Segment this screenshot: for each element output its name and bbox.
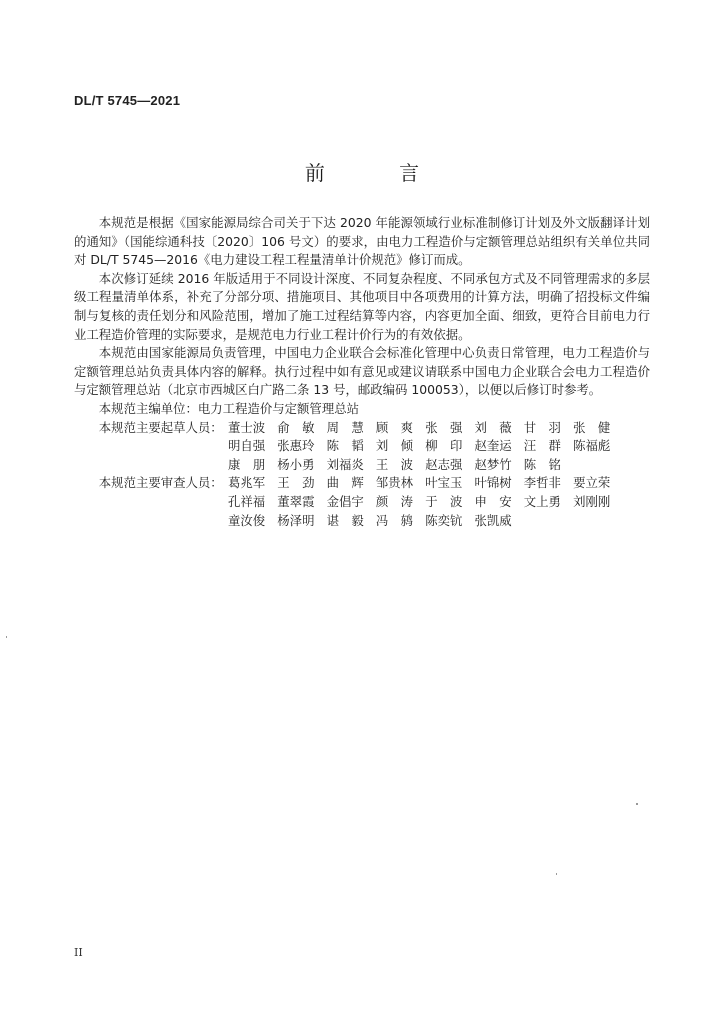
person-name: 冯 鸫: [375, 512, 414, 528]
person-name: 周 慧: [326, 419, 364, 435]
page-title: 前 言: [304, 161, 454, 185]
reviewers-block: [74, 474, 650, 530]
person-name: 张惠玲: [277, 438, 315, 454]
drafters-label: 本规范主要起草人员：: [98, 419, 223, 435]
person-name: 陈福彪: [573, 438, 611, 454]
person-name: 赵梦竹: [474, 456, 512, 472]
person-name: 刘刚刚: [573, 493, 611, 509]
page-number: II: [74, 946, 83, 959]
person-name: 杨小勇: [277, 456, 315, 472]
person-name: 金倡宇: [326, 493, 364, 509]
person-name: 顾 爽: [375, 419, 414, 435]
person-name: 李哲非: [523, 475, 561, 491]
person-name: 俞 敏: [277, 419, 315, 435]
scan-speck: [6, 636, 7, 638]
person-name: 陈 韬: [326, 438, 364, 454]
person-name: 王 波: [375, 456, 414, 472]
chief-editor-unit: 本规范主编单位：电力工程造价与定额管理总站: [98, 400, 359, 416]
person-name: 叶宝玉: [425, 475, 463, 491]
person-name: 王 劲: [277, 475, 315, 491]
person-name: 邹贵林: [375, 475, 414, 491]
person-name: 康 朋: [228, 456, 266, 472]
person-name: 甘 羽: [523, 419, 561, 435]
person-name: 汪 群: [523, 438, 561, 454]
person-name: 柳 印: [425, 438, 463, 454]
person-name: 赵奎运: [474, 438, 512, 454]
person-name: 谌 毅: [326, 512, 364, 528]
drafters-names: [228, 419, 622, 475]
person-name: 孔祥福: [228, 493, 266, 509]
person-name: 童汝俊: [228, 512, 266, 528]
person-name: 于 波: [425, 493, 463, 509]
person-name: 刘 薇: [474, 419, 512, 435]
document-code: DL/T 5745—2021: [74, 93, 181, 108]
person-name: 曲 辉: [326, 475, 364, 491]
paragraph-2: 本次修订延续 2016 年版适用于不同设计深度、不同复杂程度、不同承包方式及不同管理需求的多层级工程量清单体系，补充了分部分项、措施项目、其他项目中各项费用的计算方法，明确了招投标文件编制与复核的责任划分和风险范围，增加了施工过程结算等内容，内容更加全面、细致，更符合目前电力行业工程造价管理的实际要求，是规范电力行业工程计价行为的有效依据。: [74, 270, 650, 342]
person-name: 申 安: [474, 493, 512, 509]
person-name: 董士波: [228, 419, 266, 435]
person-name: 张凯威: [474, 512, 512, 528]
person-name: 杨泽明: [277, 512, 315, 528]
drafters-block: [74, 419, 650, 475]
person-name: 刘 倾: [375, 438, 414, 454]
person-name: 陈 铭: [523, 456, 561, 472]
person-name: 张 健: [573, 419, 611, 435]
paragraph-1: 本规范是根据《国家能源局综合司关于下达 2020 年能源领域行业标准制修订计划及外文版翻译计划的通知》（国能综通科技〔2020〕106 号文）的要求，由电力工程造价与定额管理总站组织有关单位共同对 DL/T 5745—2016《电力建设工程工程量清单计价规范》修订而成。: [74, 215, 650, 268]
person-name: 要立荣: [573, 475, 611, 491]
paragraph-3: 本规范由国家能源局负责管理，中国电力企业联合会标准化管理中心负责日常管理，电力工程造价与定额管理总站负责具体内容的解释。执行过程中如有意见或建议请联系中国电力企业联合会电力工程造价与定额管理总站（北京市西城区白广路二条 13 号，邮政编码 100053），以便以后修订时参考。: [74, 345, 650, 398]
person-name: 文上勇: [523, 493, 561, 509]
person-name: 刘福炎: [326, 456, 364, 472]
person-name: 葛兆军: [228, 475, 266, 491]
reviewers-names: [228, 474, 622, 530]
person-name: 董翠霞: [277, 493, 315, 509]
person-name: 明自强: [228, 438, 266, 454]
scan-speck: [636, 803, 638, 805]
person-name: 陈奕钪: [425, 512, 463, 528]
person-name: 赵志强: [425, 456, 463, 472]
preface-body: [74, 214, 650, 530]
person-name: 颜 涛: [375, 493, 414, 509]
scan-speck: [556, 873, 557, 875]
person-name: 张 强: [425, 419, 463, 435]
reviewers-label: 本规范主要审查人员：: [98, 475, 223, 491]
person-name: 叶锦树: [474, 475, 512, 491]
